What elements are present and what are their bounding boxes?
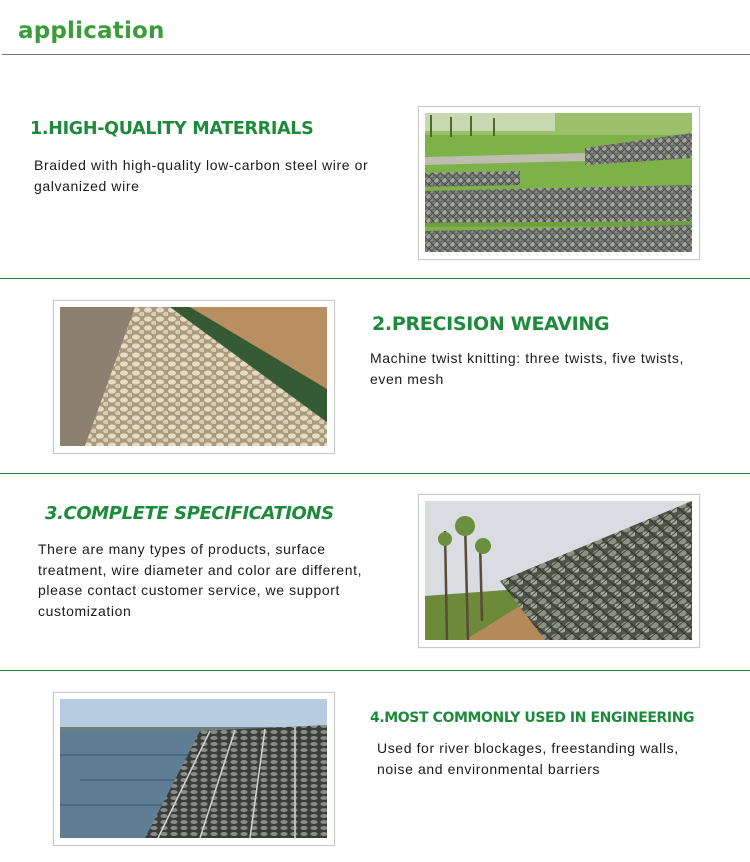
section-3-description: There are many types of products, surface treatment, wire diameter and color are different, please contact customer service, we support customization bbox=[38, 541, 363, 619]
page-title: application bbox=[18, 18, 165, 44]
gabion-terraced-walls-image bbox=[425, 113, 692, 252]
gabion-river-embankment-image bbox=[60, 699, 327, 838]
gabion-wall-trees-image bbox=[425, 501, 692, 640]
section-1-heading: 1.HIGH-QUALITY MATERRIALS bbox=[30, 119, 314, 139]
section-2-photo bbox=[53, 300, 335, 454]
section-3-heading: 3.COMPLETE SPECIFICATIONS bbox=[45, 503, 334, 524]
section-4-description: Used for river blockages, freestanding walls, noise and environmental barriers bbox=[377, 740, 679, 777]
section-3-photo bbox=[418, 494, 700, 648]
section-1-photo bbox=[418, 106, 700, 260]
section-divider bbox=[0, 670, 750, 671]
section-4-photo bbox=[53, 692, 335, 846]
section-2-description: Machine twist knitting: three twists, five twists, even mesh bbox=[370, 350, 684, 387]
gabion-riverbank-image bbox=[60, 307, 327, 446]
section-divider bbox=[0, 278, 750, 279]
section-4-heading: 4.MOST COMMONLY USED IN ENGINEERING bbox=[370, 710, 695, 726]
section-1-description: Braided with high-quality low-carbon steel wire or galvanized wire bbox=[34, 157, 369, 194]
title-divider bbox=[2, 54, 750, 55]
section-2-heading: 2.PRECISION WEAVING bbox=[372, 313, 610, 335]
section-divider bbox=[0, 473, 750, 474]
